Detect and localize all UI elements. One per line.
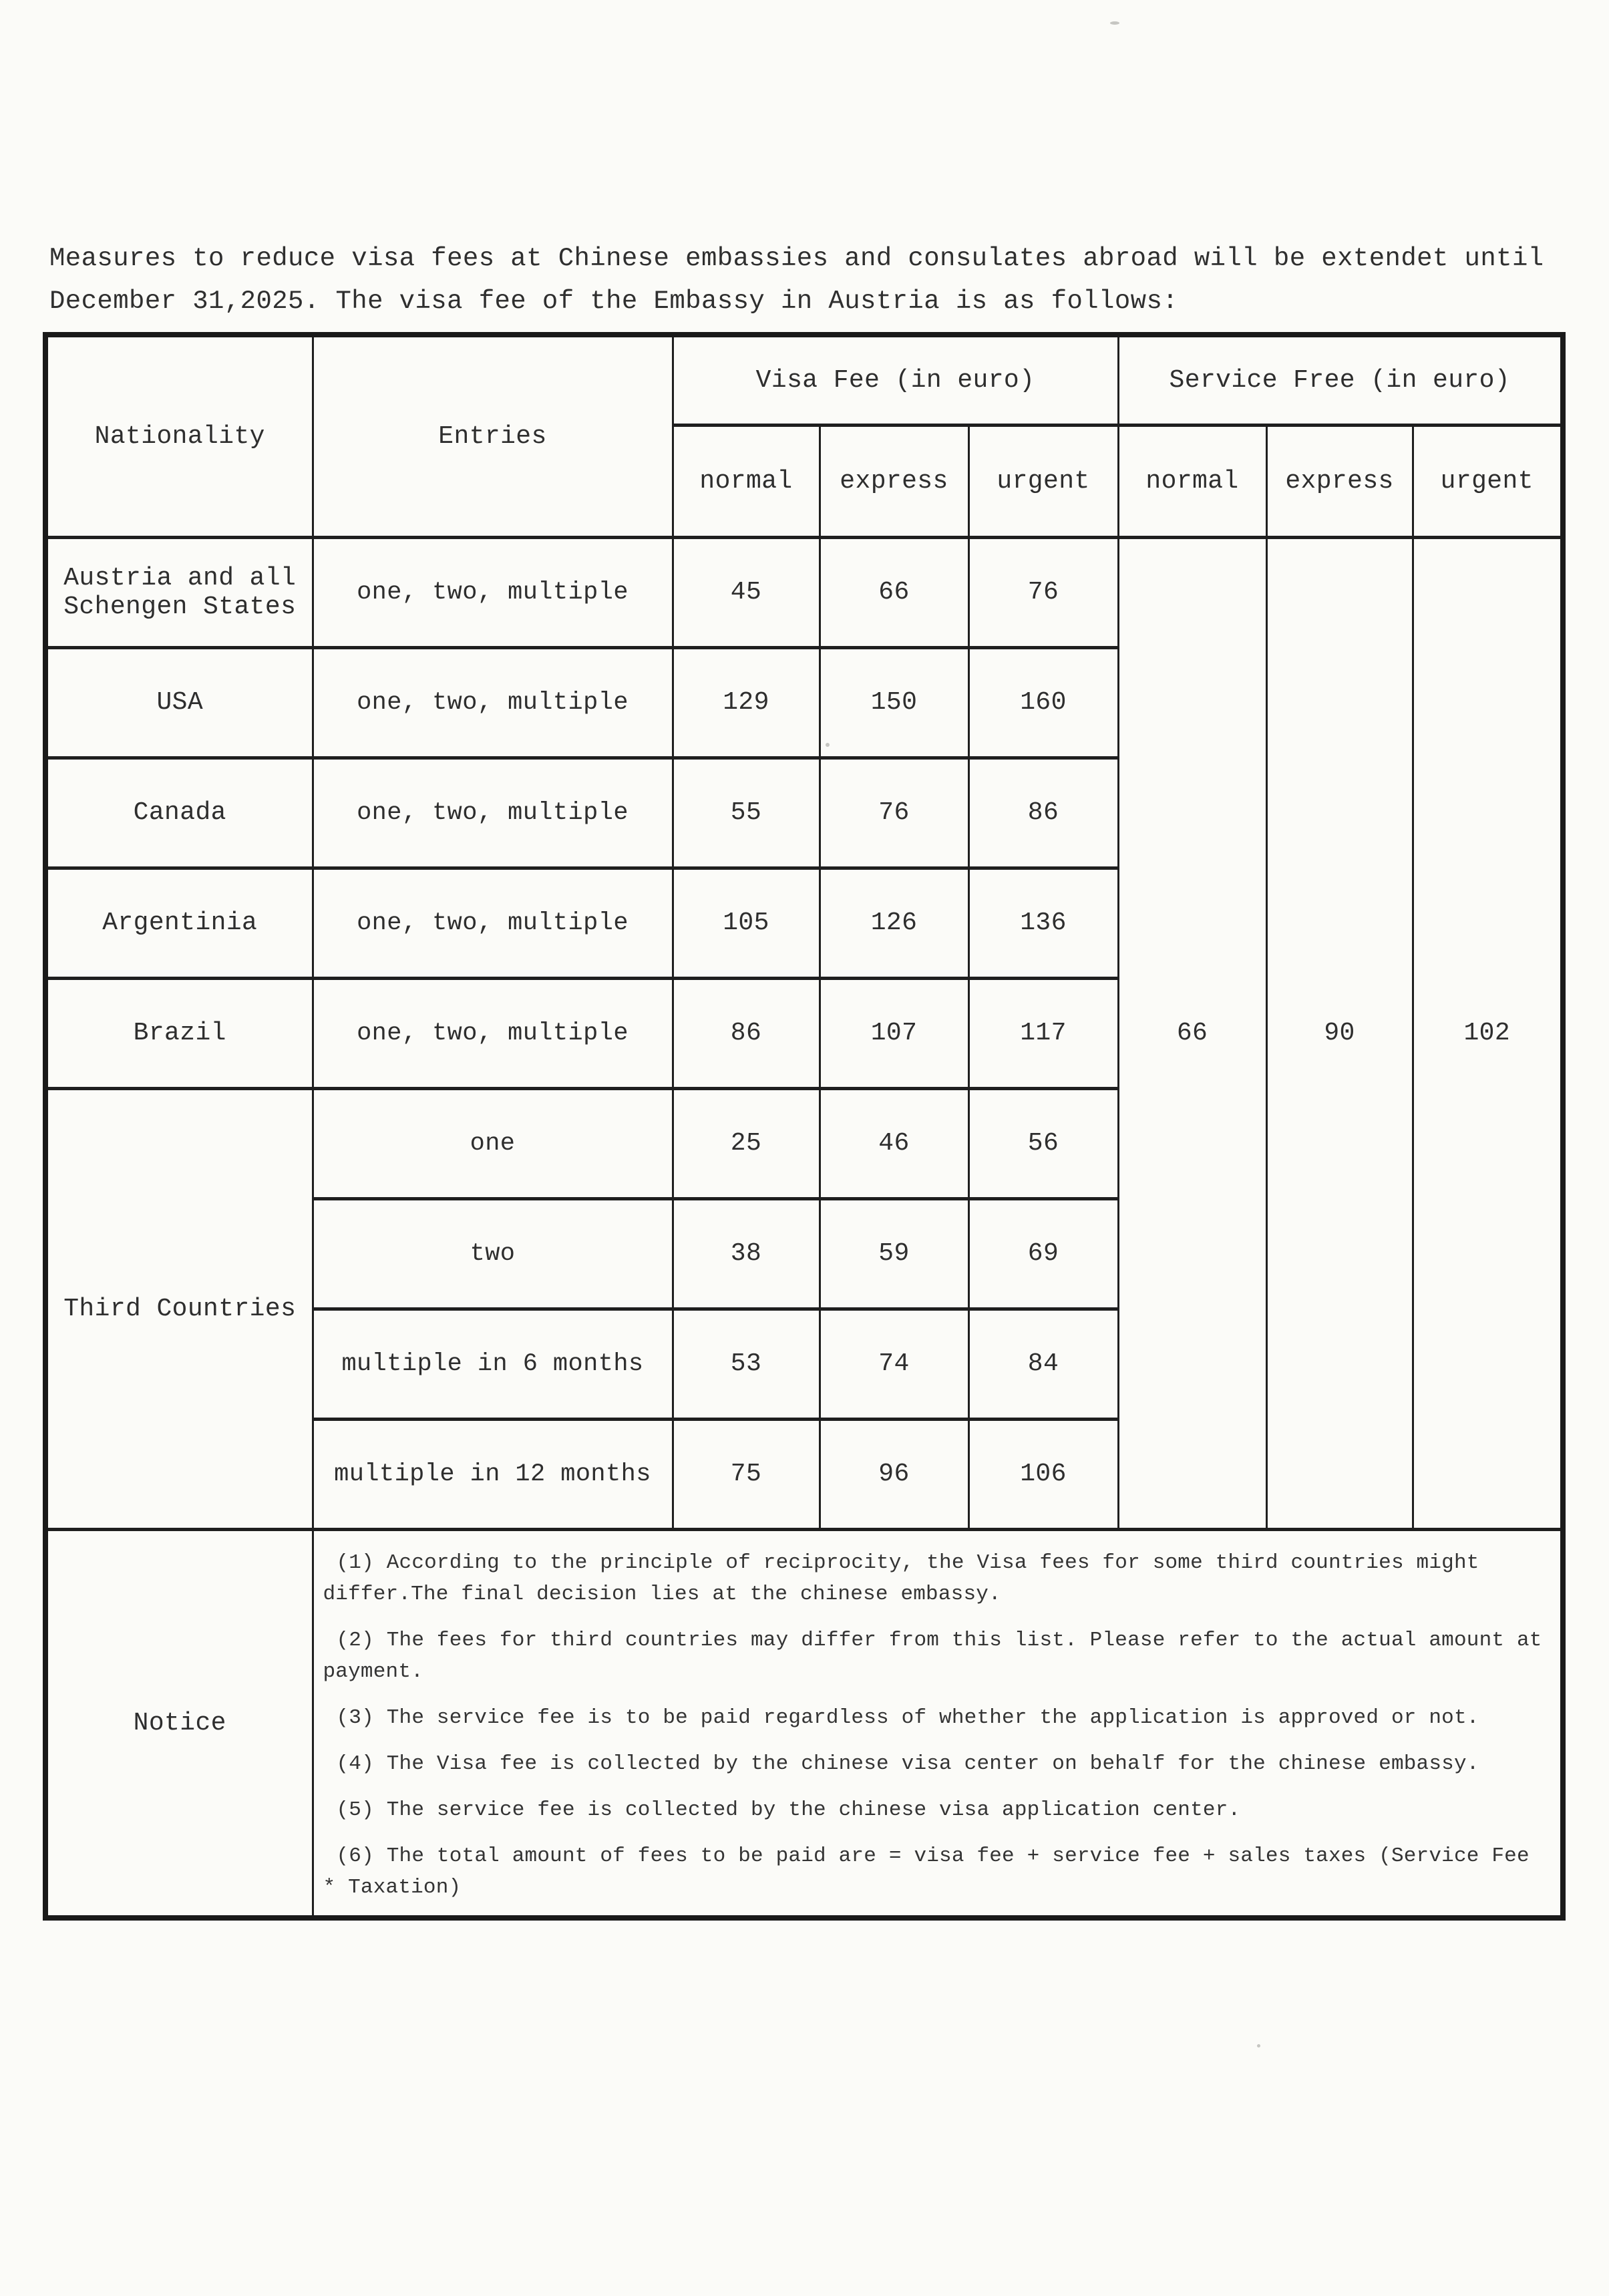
service-fee-urgent-cell: 102 <box>1413 537 1563 1529</box>
third-countries-nationality-cell: Third Countries <box>45 1088 313 1529</box>
service-fee-group-header: Service Free (in euro) <box>1118 335 1563 425</box>
intro-line-1: Measures to reduce visa fees at Chinese embassies and consulates abroad will be extendet until <box>49 244 1544 273</box>
entries-cell: one, two, multiple <box>313 758 673 868</box>
entries-cell: one, two, multiple <box>313 868 673 978</box>
visa-fee-normal-cell: 129 <box>673 647 820 758</box>
visa-fee-normal-cell: 105 <box>673 868 820 978</box>
notice-item-5: (5) The service fee is collected by the chinese visa application center. <box>336 1798 1241 1822</box>
visa-fee-express-cell: 59 <box>820 1198 968 1309</box>
notice-content-cell <box>313 1529 1563 1918</box>
visa-fee-urgent-cell: 76 <box>968 537 1118 647</box>
visa-fee-express-cell: 150 <box>820 647 968 758</box>
intro-paragraph <box>49 237 1592 323</box>
entries-cell: one, two, multiple <box>313 537 673 647</box>
nationality-cell: Brazil <box>45 978 313 1088</box>
table-header-group-row <box>45 335 1563 425</box>
notice-label-cell: Notice <box>45 1529 313 1918</box>
visa-express-column-header: express <box>820 425 968 537</box>
visa-fee-express-cell: 96 <box>820 1419 968 1529</box>
notice-item-4: (4) The Visa fee is collected by the chinese visa center on behalf for the chinese embassy. <box>336 1752 1479 1776</box>
visa-fee-normal-cell: 75 <box>673 1419 820 1529</box>
visa-fee-normal-cell: 55 <box>673 758 820 868</box>
visa-fee-urgent-cell: 84 <box>968 1309 1118 1419</box>
visa-fee-urgent-cell: 136 <box>968 868 1118 978</box>
nationality-cell: Canada <box>45 758 313 868</box>
nationality-cell: USA <box>45 647 313 758</box>
visa-fee-express-cell: 126 <box>820 868 968 978</box>
notice-item-1: (1) According to the principle of reciprocity, the Visa fees for some third countries might differ.The final decision lies at the chinese embassy. <box>323 1550 1479 1606</box>
service-fee-express-cell: 90 <box>1266 537 1413 1529</box>
notice-item-3: (3) The service fee is to be paid regardless of whether the application is approved or not. <box>336 1705 1479 1730</box>
service-express-column-header: express <box>1266 425 1413 537</box>
table-row-notice <box>45 1529 1563 1918</box>
service-fee-normal-cell: 66 <box>1118 537 1266 1529</box>
entries-cell: one, two, multiple <box>313 647 673 758</box>
visa-urgent-column-header: urgent <box>968 425 1118 537</box>
visa-fee-normal-cell: 38 <box>673 1198 820 1309</box>
visa-fee-urgent-cell: 106 <box>968 1419 1118 1529</box>
visa-fee-normal-cell: 25 <box>673 1088 820 1198</box>
notice-item-6: (6) The total amount of fees to be paid are = visa fee + service fee + sales taxes (Service Fee * Taxation) <box>323 1844 1530 1900</box>
visa-fee-urgent-cell: 56 <box>968 1088 1118 1198</box>
service-urgent-column-header: urgent <box>1413 425 1563 537</box>
intro-line-2: December 31,2025. The visa fee of the Embassy in Austria is as follows: <box>49 287 1179 316</box>
entries-cell: multiple in 6 months <box>313 1309 673 1419</box>
notice-item-2: (2) The fees for third countries may differ from this list. Please refer to the actual amount at payment. <box>323 1628 1542 1683</box>
visa-fee-urgent-cell: 117 <box>968 978 1118 1088</box>
entries-cell: two <box>313 1198 673 1309</box>
entries-cell: one <box>313 1088 673 1198</box>
visa-fee-express-cell: 74 <box>820 1309 968 1419</box>
visa-fee-group-header: Visa Fee (in euro) <box>673 335 1118 425</box>
visa-fee-normal-cell: 53 <box>673 1309 820 1419</box>
visa-fee-express-cell: 76 <box>820 758 968 868</box>
visa-fee-normal-cell: 86 <box>673 978 820 1088</box>
scan-speck <box>1110 21 1119 25</box>
visa-fee-urgent-cell: 86 <box>968 758 1118 868</box>
scan-speck <box>826 743 830 747</box>
entries-column-header: Entries <box>313 335 673 537</box>
nationality-column-header: Nationality <box>45 335 313 537</box>
visa-fee-normal-cell: 45 <box>673 537 820 647</box>
visa-normal-column-header: normal <box>673 425 820 537</box>
entries-cell: multiple in 12 months <box>313 1419 673 1529</box>
visa-fee-urgent-cell: 160 <box>968 647 1118 758</box>
nationality-cell: Argentinia <box>45 868 313 978</box>
scan-speck <box>1257 2044 1260 2047</box>
visa-fee-urgent-cell: 69 <box>968 1198 1118 1309</box>
nationality-cell: Austria and all Schengen States <box>45 537 313 647</box>
service-normal-column-header: normal <box>1118 425 1266 537</box>
visa-fee-express-cell: 107 <box>820 978 968 1088</box>
visa-fee-express-cell: 66 <box>820 537 968 647</box>
visa-fee-table <box>43 332 1566 1921</box>
table-row-austria <box>45 537 1563 647</box>
entries-cell: one, two, multiple <box>313 978 673 1088</box>
visa-fee-express-cell: 46 <box>820 1088 968 1198</box>
